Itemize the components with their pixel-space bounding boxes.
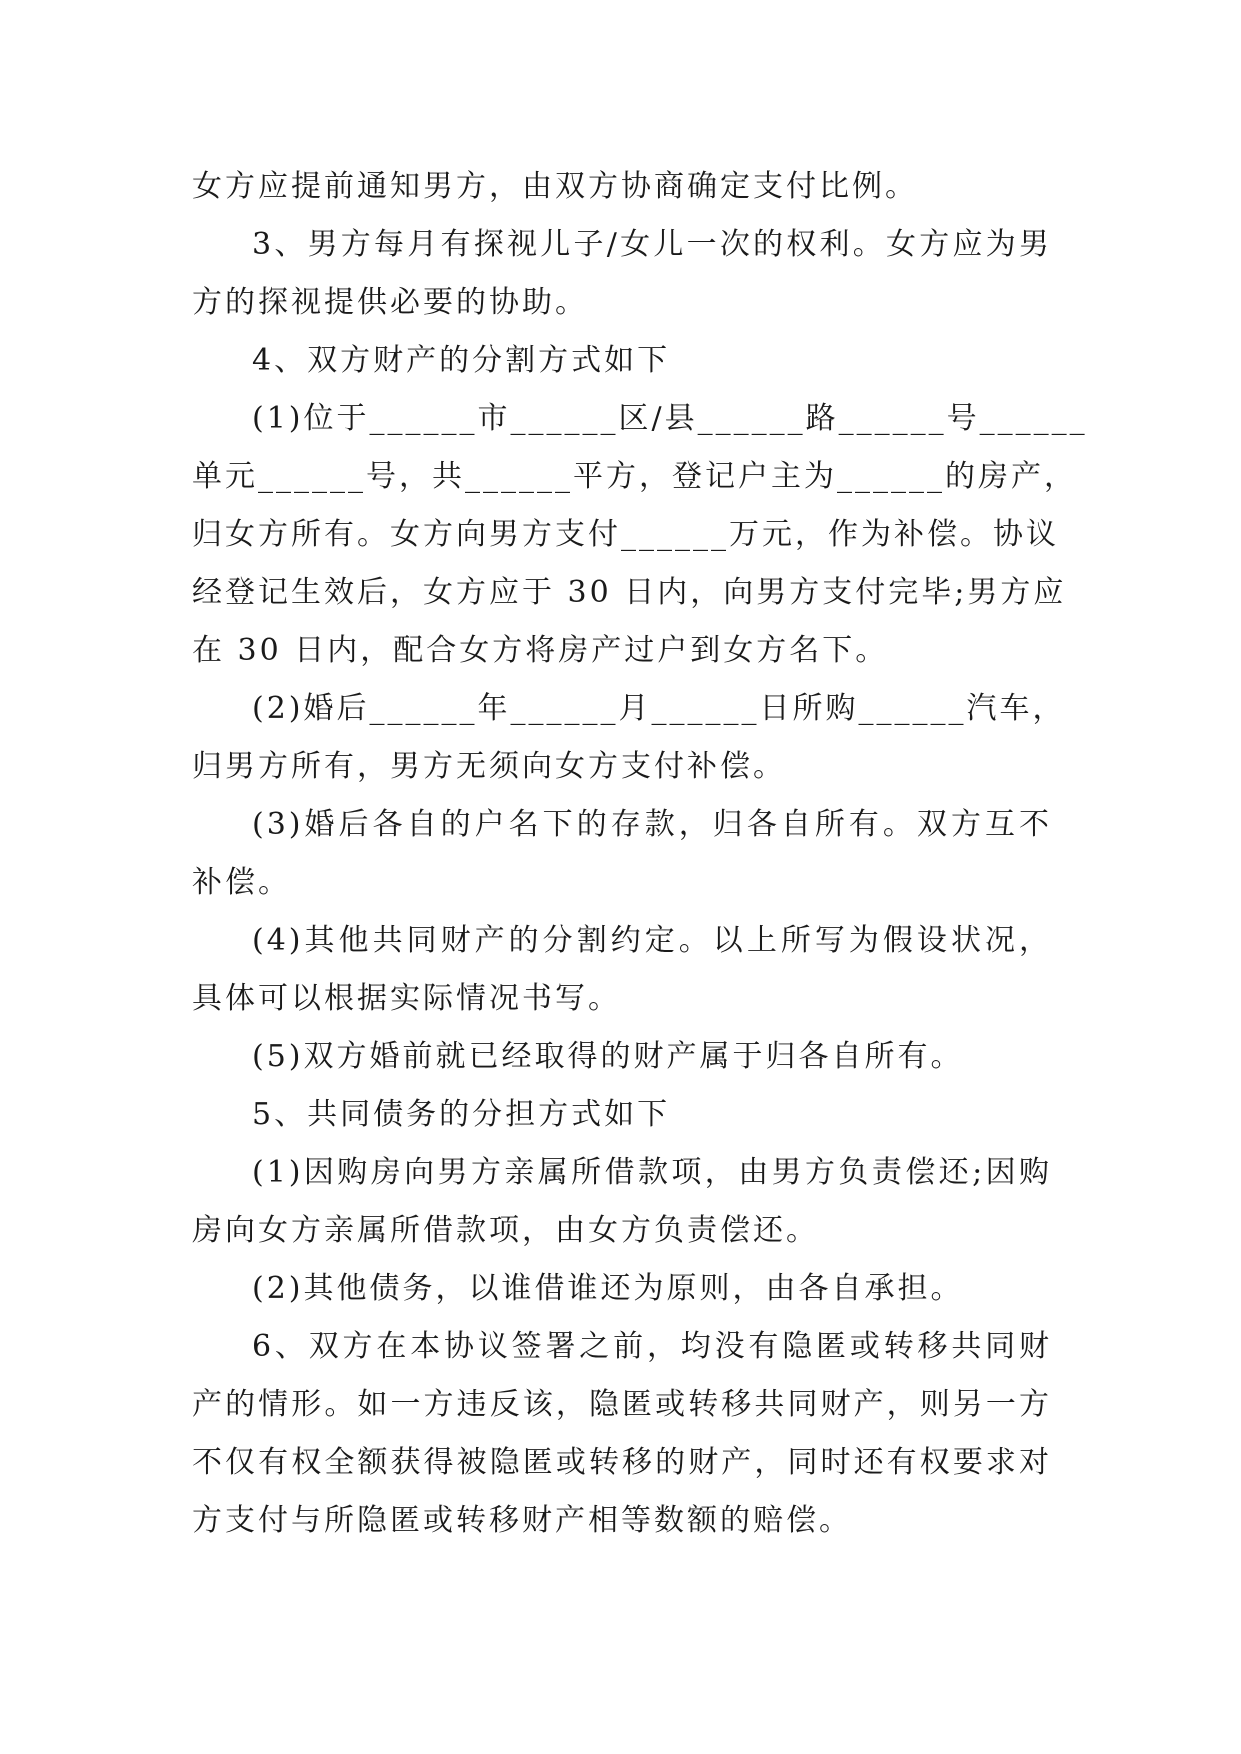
text-line: 4、双方财产的分割方式如下: [252, 343, 671, 378]
text-line: 房向女方亲属所借款项，由女方负责偿还。: [192, 1213, 819, 1248]
text-line: 单元______号，共______平方，登记户主为______的房产，: [192, 459, 1077, 494]
text-line: 具体可以根据实际情况书写。: [192, 981, 621, 1016]
text-line: 女方应提前通知男方，由双方协商确定支付比例。: [192, 169, 918, 204]
text-line: 经登记生效后，女方应于 30 日内，向男方支付完毕;男方应: [192, 575, 1067, 610]
text-line: 产的情形。如一方违反该，隐匿或转移共同财产，则另一方: [192, 1387, 1052, 1422]
document-body: [192, 158, 1088, 1550]
text-line: (5)双方婚前就已经取得的财产属于归各自所有。: [252, 1039, 964, 1074]
text-line: 归男方所有，男方无须向女方支付补偿。: [192, 749, 786, 784]
text-line: 不仅有权全额获得被隐匿或转移的财产，同时还有权要求对: [192, 1445, 1052, 1480]
text-line: 5、共同债务的分担方式如下: [252, 1097, 671, 1132]
text-line: (1)因购房向男方亲属所借款项，由男方负责偿还;因购: [252, 1155, 1052, 1190]
text-line: (4)其他共同财产的分割约定。以上所写为假设状况，: [252, 923, 1052, 958]
text-line: 在 30 日内，配合女方将房产过户到女方名下。: [192, 633, 889, 668]
text-line: (1)位于______市______区/县______路______号______: [252, 401, 1088, 436]
text-line: 归女方所有。女方向男方支付______万元，作为补偿。协议: [192, 517, 1059, 552]
text-line: 方的探视提供必要的协助。: [192, 285, 588, 320]
text-line: (2)其他债务，以谁借谁还为原则，由各自承担。: [252, 1271, 964, 1306]
text-line: 3、男方每月有探视儿子/女儿一次的权利。女方应为男: [252, 227, 1052, 262]
text-line: (2)婚后______年______月______日所购______汽车，: [252, 691, 1066, 726]
text-line: 6、双方在本协议签署之前，均没有隐匿或转移共同财: [252, 1329, 1052, 1364]
text-line: (3)婚后各自的户名下的存款，归各自所有。双方互不: [252, 807, 1052, 842]
text-line: 方支付与所隐匿或转移财产相等数额的赔偿。: [192, 1503, 852, 1538]
text-line: 补偿。: [192, 865, 291, 900]
